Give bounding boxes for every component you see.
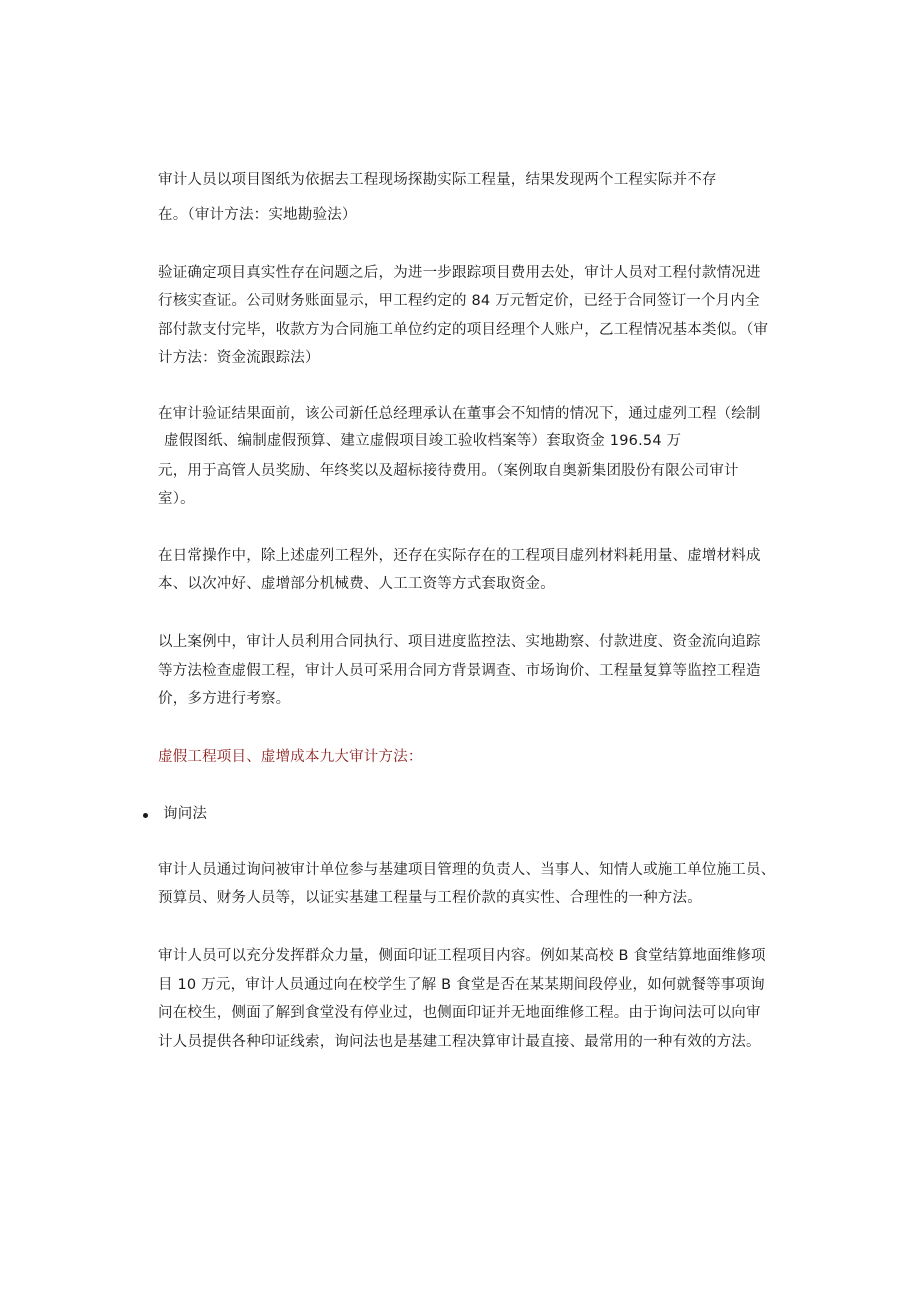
list-item-inquiry-method: 询问法 (163, 806, 208, 822)
method-paragraph-2-line-3: 问在校生，侧面了解到食堂没有停业过，也侧面印证并无地面维修工程。由于询问法可以向审 (158, 1005, 761, 1021)
paragraph-4-line-2: 本、以次冲好、虚增部分机械费、人工工资等方式套取资金。 (158, 576, 555, 592)
paragraph-3-line-3: 元，用于高管人员奖励、年终奖以及超标接待费用。（案例取自奥新集团股份有限公司审计 (158, 463, 739, 479)
paragraph-2-line-2: 行核实查证。公司财务账面显示，甲工程约定的 84 万元暂定价，已经于合同签订一个月内全 (158, 293, 760, 309)
section-heading: 虚假工程项目、虚增成本九大审计方法： (158, 749, 423, 765)
method-paragraph-2-line-2: 目 10 万元，审计人员通过向在校学生了解 B 食堂是否在某某期间段停业，如何就餐等事项询 (158, 977, 765, 993)
method-paragraph-1-line-1: 审计人员通过询问被审计单位参与基建项目管理的负责人、当事人、知情人或施工单位施工员、 (158, 862, 776, 878)
method-paragraph-2-line-4: 计人员提供各种印证线索，询问法也是基建工程决算审计最直接、最常用的一种有效的方法。 (158, 1034, 761, 1050)
paragraph-4-line-1: 在日常操作中，除上述虚列工程外，还存在实际存在的工程项目虚列材料耗用量、虚增材料成 (158, 548, 761, 564)
paragraph-3-line-2: 虚假图纸、编制虚假预算、建立虚假项目竣工验收档案等）套取资金 196.54 万 (164, 433, 682, 449)
method-paragraph-2-line-1: 审计人员可以充分发挥群众力量，侧面印证工程项目内容。例如某高校 B 食堂结算地面维修项 (158, 948, 766, 964)
paragraph-5-line-3: 价，多方进行考察。 (158, 691, 291, 707)
paragraph-1-line-1: 审计人员以项目图纸为依据去工程现场探勘实际工程量，结果发现两个工程实际并不存 (158, 172, 717, 188)
bullet-icon (143, 813, 148, 818)
paragraph-1-line-2: 在。（审计方法：实地勘验法） (158, 207, 357, 223)
paragraph-2-line-4: 计方法：资金流跟踪法） (158, 350, 320, 366)
paragraph-5-line-1: 以上案例中，审计人员利用合同执行、项目进度监控法、实地勘察、付款进度、资金流向追踪 (158, 634, 761, 650)
paragraph-3-line-4: 室）。 (158, 491, 195, 507)
paragraph-5-line-2: 等方法检查虚假工程，审计人员可采用合同方背景调查、市场询价、工程量复算等监控工程造 (158, 663, 761, 679)
paragraph-2-line-3: 部付款支付完毕，收款方为合同施工单位约定的项目经理个人账户，乙工程情况基本类似。（审 (158, 322, 769, 338)
paragraph-2-line-1: 验证确定项目真实性存在问题之后，为进一步跟踪项目费用去处，审计人员对工程付款情况进 (158, 265, 761, 281)
method-paragraph-1-line-2: 预算员、财务人员等，以证实基建工程量与工程价款的真实性、合理性的一种方法。 (158, 890, 702, 906)
paragraph-3-line-1: 在审计验证结果面前，该公司新任总经理承认在董事会不知情的情况下，通过虚列工程（绘制 (158, 406, 761, 422)
